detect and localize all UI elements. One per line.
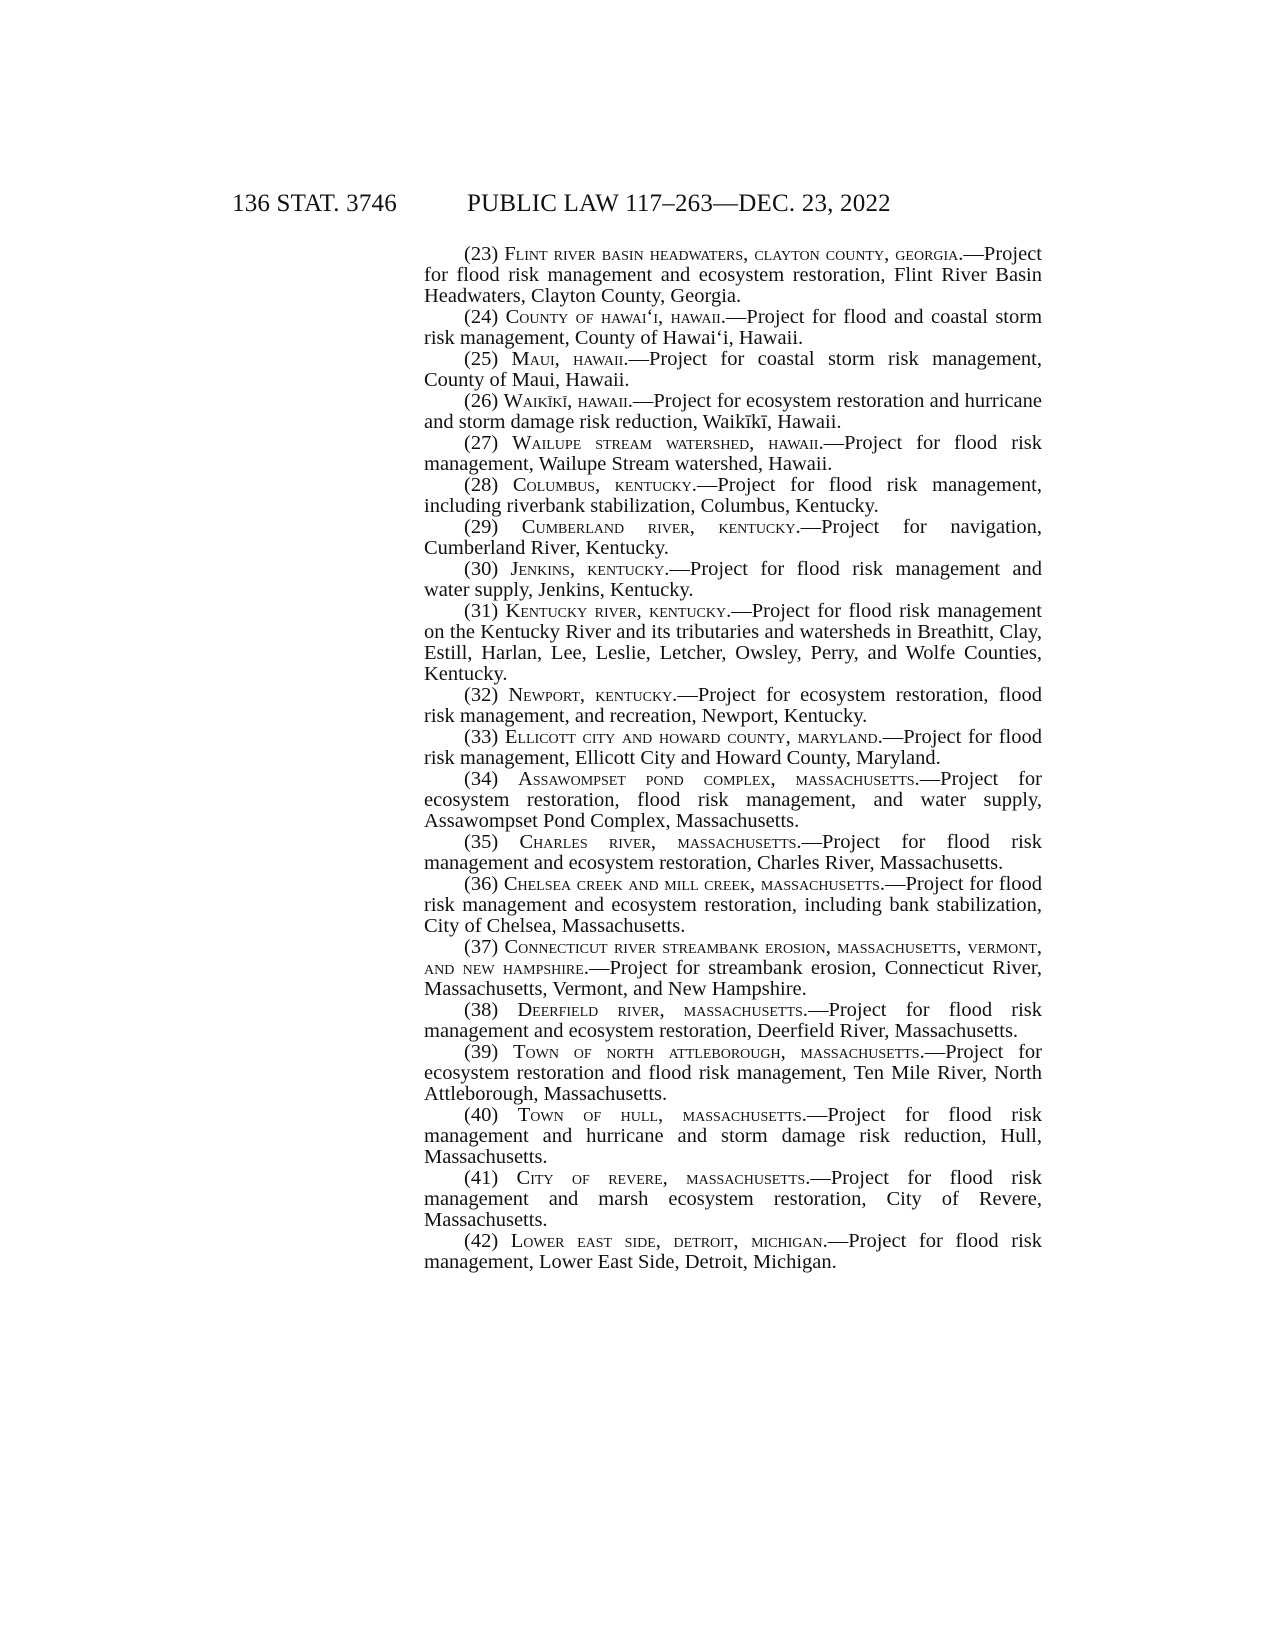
item-heading: Lower east side, detroit, michigan.: [510, 1230, 828, 1252]
list-item: [424, 433, 1042, 475]
list-item: [424, 832, 1042, 874]
item-text: —Project for streambank erosion, Connecticut River, Massachusetts, Vermont, and New Hampshire.: [424, 957, 1042, 1000]
item-number: (34): [464, 768, 499, 790]
item-number: (27): [464, 432, 499, 454]
item-number: (41): [464, 1167, 499, 1189]
list-item: [424, 349, 1042, 391]
item-heading: Cumberland river, kentucky.: [521, 516, 801, 538]
item-number: (30): [464, 558, 499, 580]
item-number: (37): [464, 936, 499, 958]
item-text: —Project for navigation, Cumberland River, Kentucky.: [424, 516, 1042, 559]
item-number: (35): [464, 831, 499, 853]
item-heading: Flint river basin headwaters, clayton county, georgia.: [504, 243, 964, 265]
item-heading: Ellicott city and howard county, maryland.: [504, 726, 883, 748]
list-item: [424, 874, 1042, 937]
item-number: (40): [464, 1104, 499, 1126]
item-text: —Project for ecosystem restoration and hurricane and storm damage risk reduction, Waikīkī, Hawaii.: [424, 390, 1042, 433]
item-number: (42): [464, 1230, 499, 1252]
item-number: (24): [464, 306, 499, 328]
item-text: —Project for ecosystem restoration and flood risk management, Ten Mile River, North Attleborough, Massachusetts.: [424, 1041, 1042, 1105]
list-item: [424, 475, 1042, 517]
list-item: [424, 685, 1042, 727]
item-text: —Project for flood risk management and marsh ecosystem restoration, City of Revere, Massachusetts.: [424, 1167, 1042, 1231]
item-heading: Charles river, massachusetts.: [519, 831, 802, 853]
item-heading: County of hawai‘i, hawaii.: [505, 306, 726, 328]
list-item: [424, 391, 1042, 433]
item-number: (23): [464, 243, 499, 265]
list-item: [424, 244, 1042, 307]
item-text: —Project for ecosystem restoration, flood risk management, and recreation, Newport, Kentucky.: [424, 684, 1042, 727]
item-number: (25): [464, 348, 499, 370]
item-heading: Deerfield river, massachusetts.: [517, 999, 808, 1021]
item-heading: Town of north attleborough, massachusetts.: [512, 1041, 925, 1063]
item-heading: Jenkins, kentucky.: [510, 558, 670, 580]
list-item: [424, 601, 1042, 685]
law-title-header: PUBLIC LAW 117–263—DEC. 23, 2022: [467, 190, 891, 217]
item-heading: Newport, kentucky.: [508, 684, 678, 706]
item-heading: Chelsea creek and mill creek, massachusetts.: [503, 873, 885, 895]
item-number: (32): [464, 684, 499, 706]
item-heading: Connecticut river streambank erosion, massachusetts, vermont, and new hampshire.: [424, 936, 1043, 979]
item-number: (31): [464, 600, 499, 622]
item-text: —Project for flood and coastal storm risk management, County of Hawai‘i, Hawaii.: [424, 306, 1043, 349]
item-text: —Project for flood risk management and ecosystem restoration, including bank stabilization, City of Chelsea, Massachusetts.: [424, 873, 1043, 937]
item-text: —Project for flood risk management on the Kentucky River and its tributaries and watersheds in Breathitt, Clay, Estill, Harlan, Lee, Leslie, Letcher, Owsley, Perry, and Wolfe Counties, Kentucky.: [424, 600, 1043, 685]
list-item: [424, 727, 1042, 769]
item-heading: Maui, hawaii.: [511, 348, 629, 370]
list-item: [424, 1105, 1042, 1168]
item-number: (28): [464, 474, 499, 496]
item-number: (36): [464, 873, 499, 895]
item-text: —Project for flood risk management and hurricane and storm damage risk reduction, Hull, Massachusetts.: [424, 1104, 1042, 1168]
item-heading: Town of hull, massachusetts.: [517, 1104, 807, 1126]
item-text: —Project for flood risk management and ecosystem restoration, Deerfield River, Massachusetts.: [424, 999, 1043, 1042]
item-text: —Project for flood risk management, Lower East Side, Detroit, Michigan.: [424, 1230, 1042, 1273]
item-heading: Wailupe stream watershed, hawaii.: [512, 432, 824, 454]
item-heading: Kentucky river, kentucky.: [505, 600, 732, 622]
item-heading: City of revere, massachusetts.: [516, 1167, 811, 1189]
item-number: (39): [464, 1041, 499, 1063]
list-item: [424, 769, 1042, 832]
list-item: [424, 1168, 1042, 1231]
list-item: [424, 1000, 1042, 1042]
item-text: —Project for flood risk management and ecosystem restoration, Flint River Basin Headwaters, Clayton County, Georgia.: [424, 243, 1042, 307]
section-body: [424, 244, 1042, 1273]
list-item: [424, 559, 1042, 601]
item-text: —Project for flood risk management, Wailupe Stream watershed, Hawaii.: [424, 432, 1043, 475]
item-text: —Project for flood risk management and water supply, Jenkins, Kentucky.: [424, 558, 1042, 601]
item-number: (38): [464, 999, 499, 1021]
item-text: —Project for flood risk management, Ellicott City and Howard County, Maryland.: [424, 726, 1042, 769]
item-number: (29): [464, 516, 499, 538]
item-number: (33): [464, 726, 499, 748]
item-text: —Project for flood risk management, including riverbank stabilization, Columbus, Kentucky.: [424, 474, 1042, 517]
list-item: [424, 1042, 1042, 1105]
item-heading: Columbus, kentucky.: [512, 474, 697, 496]
item-number: (26): [464, 390, 499, 412]
list-item: [424, 937, 1042, 1000]
item-text: —Project for coastal storm risk management, County of Maui, Hawaii.: [424, 348, 1042, 391]
item-heading: Waikīkī, hawaii.: [503, 390, 633, 412]
item-text: —Project for ecosystem restoration, flood risk management, and water supply, Assawompset Pond Complex, Massachusetts.: [424, 768, 1042, 832]
list-item: [424, 517, 1042, 559]
item-heading: Assawompset pond complex, massachusetts.: [518, 768, 920, 790]
item-text: —Project for flood risk management and ecosystem restoration, Charles River, Massachusetts.: [424, 831, 1042, 874]
list-item: [424, 307, 1042, 349]
stat-citation: 136 STAT. 3746: [232, 190, 397, 217]
list-item: [424, 1231, 1042, 1273]
